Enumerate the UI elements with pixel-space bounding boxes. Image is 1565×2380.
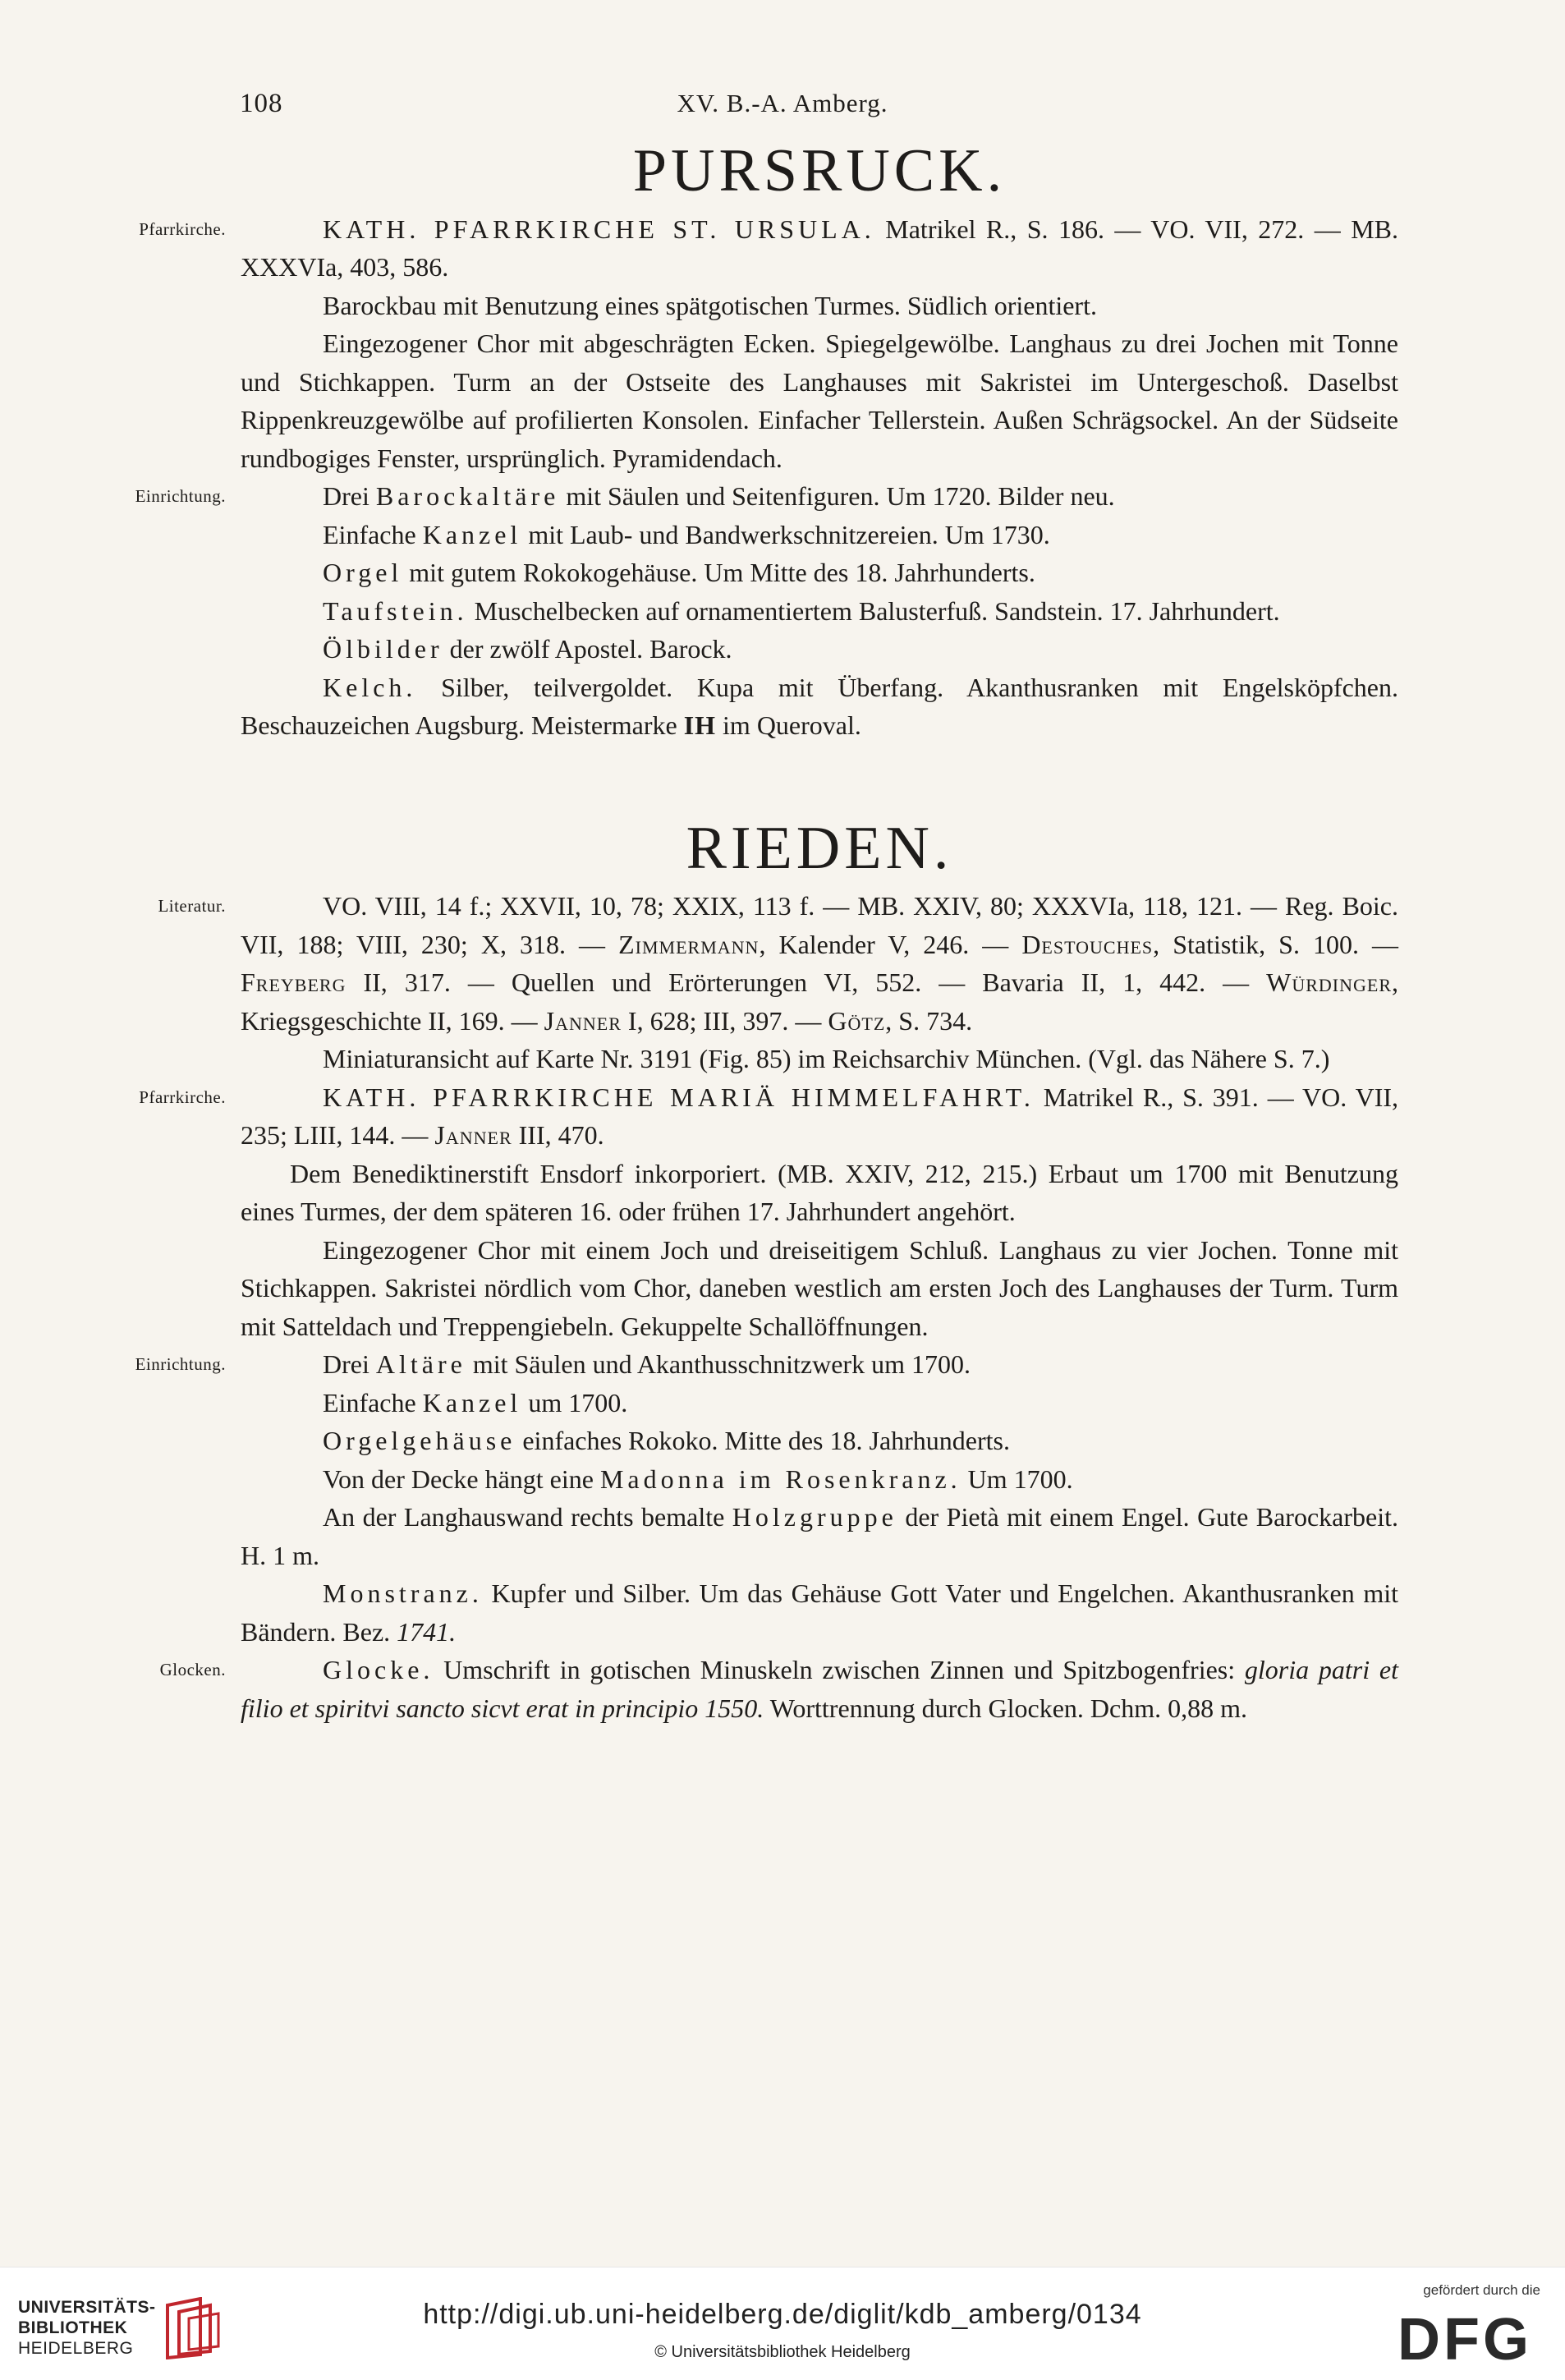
term-taufstein: Taufstein. (323, 595, 468, 626)
paragraph-barockaltaere: Einrichtung. Drei Barockaltäre mit Säulen und Seitenfiguren. Um 1720. Bilder neu. (241, 477, 1398, 516)
dfg-logo[interactable] (1393, 2309, 1537, 2366)
page-header (0, 89, 1565, 125)
funded-by-label: gefördert durch die (1423, 2282, 1540, 2298)
logo-text-line3: HEIDELBERG (18, 2339, 134, 2358)
paragraph-benediktinerstift: Dem Benediktinerstift Ensdorf inkorporiert. (MB. XXIV, 212, 215.) Erbaut um 1700 mit Benutzung eines Turmes, der dem späteren 16. oder frühen 17. Jahrhundert angehört. (241, 1158, 1398, 1227)
term-madonna: Madonna im Rosenkranz. (599, 1463, 961, 1494)
author-name: Janner (544, 1005, 622, 1036)
bell-inscription: gloria patri et filio et spiritvi sancto sicvt erat in principio 1550. (241, 1655, 1398, 1723)
running-title: XV. B.-A. Amberg. (677, 89, 888, 117)
author-name: Götz (828, 1005, 886, 1036)
paragraph-barockbau: Barockbau mit Benutzung eines spätgotischen Turmes. Südlich orientiert. (323, 290, 1097, 320)
term-oelbilder: Ölbilder (323, 634, 443, 664)
church-name: KATH. PFARRKIRCHE MARIÄ HIMMELFAHRT. (323, 1082, 1035, 1112)
paragraph-holzgruppe: An der Langhauswand rechts bemalte Holzgruppe der Pietà mit einem Engel. Gute Barockarbeit. H. 1 m. (241, 1502, 1399, 1570)
page-number: 108 (240, 89, 283, 118)
main-text (135, 137, 1399, 1727)
author-name: Janner (434, 1120, 512, 1151)
term-kanzel: Kanzel (422, 1387, 522, 1417)
margin-note-glocken: Glocken. (159, 1660, 226, 1680)
section-title-rieden: RIEDEN. (686, 814, 953, 882)
paragraph-chor: Eingezogener Chor mit einem Joch und dreiseitigem Schluß. Langhaus zu vier Jochen. Tonne mit Stichkappen. Sakristei nördlich vom Chor, daneben westlich am ersten Joch des Langhauses der Turm. Turm mit Satteldach und Treppengiebeln. Gekuppelte Schallöffnungen. (241, 1234, 1398, 1341)
author-name: Zimmermann (618, 929, 760, 959)
paragraph-madonna: Von der Decke hängt eine Madonna im Rosenkranz. Um 1700. (323, 1463, 1073, 1494)
paragraph-oelbilder: Ölbilder der zwölf Apostel. Barock. (323, 634, 732, 664)
meistermarke: IH (683, 710, 717, 741)
viewer-footer (0, 2267, 1565, 2380)
margin-note-einrichtung: Einrichtung. (135, 1354, 226, 1375)
term-monstranz: Monstranz. (323, 1578, 483, 1609)
dfg-logo-text: DFG (1397, 2309, 1532, 2366)
logo-text-line2: BIBLIOTHEK (18, 2318, 128, 2337)
author-name: Destouches (1021, 929, 1154, 959)
margin-note-pfarrkirche: Pfarrkirche. (139, 1087, 226, 1107)
paragraph-pfarrkirche-mariae: Pfarrkirche. KATH. PFARRKIRCHE MARIÄ HIMMELFAHRT. Matrikel R., S. 391. — VO. VII, 235; LIII, 144. — Janner III, 470. (241, 1078, 1398, 1155)
paragraph-orgelgehaeuse: Orgelgehäuse einfaches Rokoko. Mitte des 18. Jahrhunderts. (323, 1426, 1010, 1456)
paragraph-literatur: Literatur. VO. VIII, 14 f.; XXVII, 10, 78; XXIX, 113 f. — MB. XXIV, 80; XXXVIa, 118, 121. — Reg. Boic. VII, 188; VIII, 230; X, 318. — Zimmermann, Kalender V, 246. — Destouches, Statistik, S. 100. — Freyberg II, 317. — Quellen und Erörterungen VI, 552. — Bavaria II, 1, 442. — Würdinger, Kriegsgeschichte II, 169. — Janner I, 628; III, 397. — Götz, S. 734. (241, 887, 1398, 1040)
term-barockaltaere: Barockaltäre (375, 481, 560, 512)
term-altaere: Altäre (375, 1349, 466, 1380)
paragraph-miniaturansicht: Miniaturansicht auf Karte Nr. 3191 (Fig. 85) im Reichsarchiv München. (Vgl. das Nähere S. 7.) (323, 1044, 1330, 1074)
copyright-notice: © Universitätsbibliothek Heidelberg (654, 2343, 911, 2361)
term-kelch: Kelch. (323, 672, 417, 702)
term-holzgruppe: Holzgruppe (732, 1502, 897, 1532)
paragraph-architecture: Eingezogener Chor mit abgeschrägten Ecken. Spiegelgewölbe. Langhaus zu drei Jochen mit Tonne und Stichkappen. Turm an der Ostseite des Langhauses mit Sakristei im Untergeschoß. Daselbst Rippenkreuzgewölbe auf profilierten Konsolen. Einfacher Tellerstein. Außen Schrägsockel. An der Südseite rundbogiges Fenster, ursprünglich. Pyramidendach. (241, 329, 1398, 473)
term-orgelgehaeuse: Orgelgehäuse (323, 1426, 516, 1456)
section-title-pursruck: PURSRUCK. (632, 137, 1007, 204)
inscription-date: 1741. (397, 1616, 457, 1647)
paragraph-taufstein: Taufstein. Muschelbecken auf ornamentiertem Balusterfuß. Sandstein. 17. Jahrhundert. (323, 595, 1280, 626)
author-name: Freyberg (241, 967, 347, 998)
author-name: Würdinger (1266, 967, 1392, 998)
church-name: KATH. PFARRKIRCHE ST. URSULA. (323, 214, 875, 244)
term-kanzel: Kanzel (422, 519, 522, 549)
paragraph-kelch: Kelch. Silber, teilvergoldet. Kupa mit Überfang. Akanthusranken mit Engelsköpfchen. Beschauzeichen Augsburg. Meistermarke IH im Queroval. (241, 672, 1398, 741)
paragraph-monstranz: Monstranz. Kupfer und Silber. Um das Gehäuse Gott Vater und Engelchen. Akanthusranken mit Bändern. Bez. 1741. (241, 1578, 1398, 1647)
logo-text-line1: UNIVERSITÄTS- (18, 2298, 156, 2317)
section-rieden (135, 814, 1399, 1728)
paragraph-kanzel: Einfache Kanzel um 1700. (323, 1387, 628, 1417)
term-glocke: Glocke. (323, 1655, 434, 1685)
paragraph-altaere: Einrichtung. Drei Altäre mit Säulen und Akanthusschnitzwerk um 1700. (241, 1345, 1398, 1384)
margin-note-literatur: Literatur. (158, 896, 226, 917)
paragraph-pfarrkirche-ursula: Pfarrkirche. KATH. PFARRKIRCHE ST. URSULA. Matrikel R., S. 186. — VO. VII, 272. — MB. XXXVIa, 403, 586. (241, 210, 1398, 287)
margin-note-einrichtung: Einrichtung. (135, 486, 226, 507)
paragraph-kanzel: Einfache Kanzel mit Laub- und Bandwerkschnitzereien. Um 1730. (323, 519, 1050, 549)
permalink-url[interactable]: http://digi.ub.uni-heidelberg.de/diglit/kdb_amberg/0134 (423, 2299, 1142, 2330)
paragraph-orgel: Orgel mit gutem Rokokogehäuse. Um Mitte des 18. Jahrhunderts. (323, 558, 1035, 588)
section-pursruck (135, 137, 1399, 745)
margin-note-pfarrkirche: Pfarrkirche. (139, 218, 226, 239)
paragraph-glocke: Glocken. Glocke. Umschrift in gotischen Minuskeln zwischen Zinnen und Spitzbogenfries: gloria patri et filio et spiritvi sancto sicvt erat in principio 1550. Worttrennung durch Glocken. Dchm. 0,88 m. (241, 1651, 1398, 1727)
term-orgel: Orgel (323, 558, 403, 588)
